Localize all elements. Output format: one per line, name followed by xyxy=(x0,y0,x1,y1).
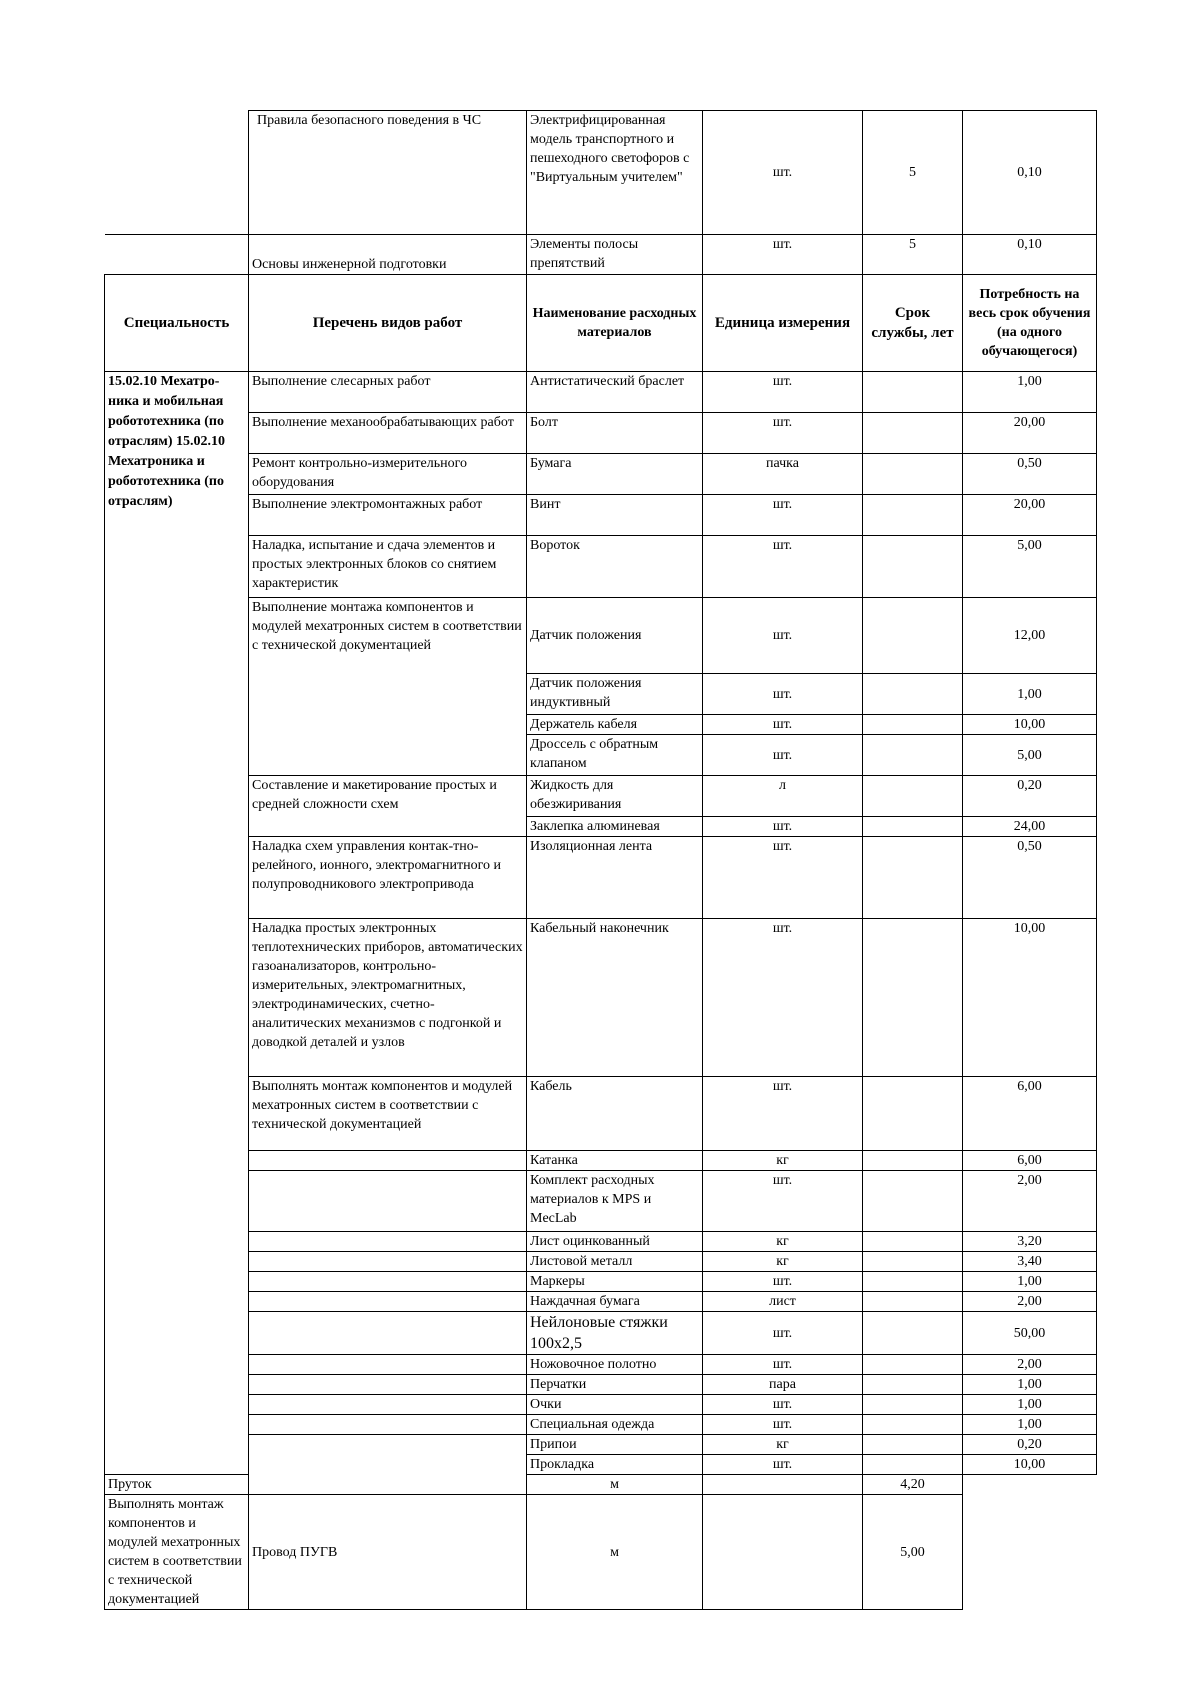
unit-cell: шт. xyxy=(703,495,863,536)
work-cell: Правила безопасного поведения в ЧС xyxy=(249,111,527,235)
work-cell xyxy=(249,1232,527,1252)
material-cell: Ножовочное полотно xyxy=(527,1355,703,1375)
specialty-cell: 15.02.10 Мехатро-ника и мобильная робототехника (по отраслям) 15.02.10 Мехатроника и робототехника (по отраслям) xyxy=(105,372,249,1475)
table-row xyxy=(105,1312,1097,1355)
work-cell: Ремонт контрольно-измерительного оборудования xyxy=(249,454,527,495)
table-row xyxy=(105,454,1097,495)
life-cell: 5 xyxy=(863,111,963,235)
work-cell: Составление и макетирование простых и средней сложности схем xyxy=(249,776,527,837)
need-cell: 24,00 xyxy=(963,817,1097,837)
unit-cell: м xyxy=(527,1475,703,1495)
work-text: Выполнять монтаж компонентов и модулей мехатронных систем в соответствии с технической документацией xyxy=(252,1079,513,1132)
table-row xyxy=(105,1272,1097,1292)
life-cell xyxy=(863,1435,963,1455)
material-cell: Прокладка xyxy=(527,1455,703,1475)
need-cell: 6,00 xyxy=(963,1077,1097,1151)
unit-cell: м xyxy=(527,1495,703,1610)
table-row xyxy=(105,598,1097,674)
need-cell: 20,00 xyxy=(963,495,1097,536)
life-cell xyxy=(863,715,963,735)
table-row xyxy=(105,1495,1097,1610)
life-cell xyxy=(863,536,963,598)
life-cell xyxy=(703,1475,863,1495)
material-cell: Катанка xyxy=(527,1151,703,1171)
need-cell: 3,20 xyxy=(963,1232,1097,1252)
material-cell: Датчик положения индуктивный xyxy=(527,674,703,715)
header-row xyxy=(105,275,1097,372)
need-cell: 1,00 xyxy=(963,1272,1097,1292)
unit-cell: шт. xyxy=(703,598,863,674)
unit-cell: шт. xyxy=(703,837,863,919)
need-cell: 0,50 xyxy=(963,454,1097,495)
life-cell xyxy=(863,413,963,454)
unit-cell: шт. xyxy=(703,235,863,275)
unit-cell: пачка xyxy=(703,454,863,495)
life-cell xyxy=(863,1272,963,1292)
header-works: Перечень видов работ xyxy=(249,275,527,372)
table-row xyxy=(105,1232,1097,1252)
unit-cell: шт. xyxy=(703,919,863,1077)
need-cell: 5,00 xyxy=(863,1495,963,1610)
table-row xyxy=(105,919,1097,1077)
work-cell: Наладка простых электронных теплотехнических приборов, автоматических газоанализаторов, контрольно-измерительных, электромагнитных, электродинамических, счетно-аналитических механизмов с подгонкой и доводкой деталей и узлов xyxy=(249,919,527,1077)
table-row xyxy=(105,1375,1097,1395)
need-cell: 0,20 xyxy=(963,1435,1097,1455)
unit-cell: шт. xyxy=(703,1171,863,1232)
life-cell xyxy=(863,1415,963,1435)
need-cell: 10,00 xyxy=(963,1455,1097,1475)
work-cell xyxy=(249,1375,527,1395)
material-cell: Наждачная бумага xyxy=(527,1292,703,1312)
material-cell: Перчатки xyxy=(527,1375,703,1395)
need-cell: 0,20 xyxy=(963,776,1097,817)
unit-cell: шт. xyxy=(703,536,863,598)
material-cell: Кабель xyxy=(527,1077,703,1151)
work-cell xyxy=(249,1252,527,1272)
need-cell: 1,00 xyxy=(963,674,1097,715)
work-cell xyxy=(249,1312,527,1355)
life-cell xyxy=(863,1077,963,1151)
unit-cell: кг xyxy=(703,1151,863,1171)
life-cell xyxy=(863,837,963,919)
table-row xyxy=(105,536,1097,598)
unit-cell: шт. xyxy=(703,1312,863,1355)
material-cell: Элементы полосы препятствий xyxy=(527,235,703,275)
unit-cell: шт. xyxy=(703,817,863,837)
work-cell: Основы инженерной подготовки xyxy=(249,235,527,275)
empty-cell xyxy=(105,235,249,275)
table-row xyxy=(105,776,1097,817)
life-cell xyxy=(863,776,963,817)
life-cell xyxy=(863,674,963,715)
life-cell xyxy=(863,598,963,674)
need-cell: 10,00 xyxy=(963,919,1097,1077)
unit-cell: шт. xyxy=(703,372,863,413)
life-cell xyxy=(863,1151,963,1171)
need-cell: 6,00 xyxy=(963,1151,1097,1171)
table-row xyxy=(105,1435,1097,1455)
work-cell xyxy=(249,1171,527,1232)
material-cell: Нейлоновые стяжки 100х2,5 xyxy=(527,1312,703,1355)
work-cell xyxy=(249,1395,527,1415)
need-cell: 4,20 xyxy=(863,1475,963,1495)
work-cell: Выполнение механообрабатывающих работ xyxy=(249,413,527,454)
work-cell xyxy=(249,1151,527,1171)
unit-cell: шт. xyxy=(703,1077,863,1151)
need-cell: 50,00 xyxy=(963,1312,1097,1355)
unit-cell: кг xyxy=(703,1232,863,1252)
material-cell: Датчик положения xyxy=(527,598,703,674)
unit-cell: кг xyxy=(703,1435,863,1455)
need-cell: 5,00 xyxy=(963,735,1097,776)
material-cell: Антистатический браслет xyxy=(527,372,703,413)
table-row xyxy=(105,413,1097,454)
table-row xyxy=(105,1395,1097,1415)
unit-cell: шт. xyxy=(703,674,863,715)
unit-cell: шт. xyxy=(703,1395,863,1415)
work-cell xyxy=(249,1292,527,1312)
need-cell: 2,00 xyxy=(963,1292,1097,1312)
header-unit: Единица измерения xyxy=(703,275,863,372)
table-row xyxy=(105,1415,1097,1435)
material-cell: Электрифицированная модель транспортного и пешеходного светофоров с "Виртуальным учителем" xyxy=(527,111,703,235)
life-cell xyxy=(863,817,963,837)
material-cell: Дроссель с обратным клапаном xyxy=(527,735,703,776)
need-cell: 1,00 xyxy=(963,1395,1097,1415)
work-cell xyxy=(249,1355,527,1375)
life-cell xyxy=(863,1292,963,1312)
material-cell: Держатель кабеля xyxy=(527,715,703,735)
material-cell: Специальная одежда xyxy=(527,1415,703,1435)
life-cell xyxy=(863,1232,963,1252)
material-cell: Винт xyxy=(527,495,703,536)
material-cell: Кабельный наконечник xyxy=(527,919,703,1077)
need-cell: 0,10 xyxy=(963,111,1097,235)
life-cell xyxy=(863,919,963,1077)
material-cell: Провод ПУГВ xyxy=(249,1495,527,1610)
life-cell xyxy=(863,1375,963,1395)
need-cell: 3,40 xyxy=(963,1252,1097,1272)
unit-cell: шт. xyxy=(703,1455,863,1475)
material-cell: Вороток xyxy=(527,536,703,598)
need-cell: 2,00 xyxy=(963,1171,1097,1232)
need-cell: 2,00 xyxy=(963,1355,1097,1375)
work-cell xyxy=(249,1077,527,1151)
material-cell: Маркеры xyxy=(527,1272,703,1292)
need-cell: 10,00 xyxy=(963,715,1097,735)
work-cell xyxy=(249,1272,527,1292)
work-cell: Выполнение монтажа компонентов и модулей мехатронных систем в соответствии с технической документацией xyxy=(249,598,527,776)
life-cell xyxy=(863,1355,963,1375)
material-cell: Листовой металл xyxy=(527,1252,703,1272)
material-cell: Лист оцинкованный xyxy=(527,1232,703,1252)
header-material: Наименование расходных материалов xyxy=(527,275,703,372)
material-cell: Припои xyxy=(527,1435,703,1455)
work-cell: Выполнять монтаж компонентов и модулей мехатронных систем в соответствии с технической документацией xyxy=(105,1495,249,1610)
work-cell: Выполнение слесарных работ xyxy=(249,372,527,413)
life-cell: 5 xyxy=(863,235,963,275)
life-cell xyxy=(863,372,963,413)
unit-cell: шт. xyxy=(703,413,863,454)
unit-cell: шт. xyxy=(703,111,863,235)
work-cell: Наладка схем управления контак-тно-релейного, ионного, электромагнитного и полупроводникового электропривода xyxy=(249,837,527,919)
table-row xyxy=(105,235,1097,275)
life-cell xyxy=(863,1395,963,1415)
table-row xyxy=(105,1151,1097,1171)
life-cell xyxy=(703,1495,863,1610)
life-cell xyxy=(863,495,963,536)
header-need: Потребность на весь срок обучения (на одного обучающегося) xyxy=(963,275,1097,372)
need-cell: 12,00 xyxy=(963,598,1097,674)
work-cell: Выполнение электромонтажных работ xyxy=(249,495,527,536)
empty-cell xyxy=(105,111,249,235)
life-cell xyxy=(863,1455,963,1475)
unit-cell: кг xyxy=(703,1252,863,1272)
need-cell: 0,10 xyxy=(963,235,1097,275)
material-cell: Комплект расходных материалов к MPS и MecLab xyxy=(527,1171,703,1232)
unit-cell: лист xyxy=(703,1292,863,1312)
need-cell: 1,00 xyxy=(963,372,1097,413)
material-cell: Очки xyxy=(527,1395,703,1415)
unit-cell: шт. xyxy=(703,1272,863,1292)
unit-cell: пара xyxy=(703,1375,863,1395)
life-cell xyxy=(863,1252,963,1272)
materials-table xyxy=(104,110,1097,1610)
unit-cell: шт. xyxy=(703,1355,863,1375)
work-cell xyxy=(249,1435,527,1495)
need-cell: 1,00 xyxy=(963,1375,1097,1395)
need-cell: 0,50 xyxy=(963,837,1097,919)
table-row xyxy=(105,111,1097,235)
material-cell: Болт xyxy=(527,413,703,454)
need-cell: 20,00 xyxy=(963,413,1097,454)
need-cell: 1,00 xyxy=(963,1415,1097,1435)
table-row xyxy=(105,1355,1097,1375)
header-specialty: Специальность xyxy=(105,275,249,372)
life-cell xyxy=(863,1171,963,1232)
table-row xyxy=(105,1292,1097,1312)
header-life: Срок службы, лет xyxy=(863,275,963,372)
table-row xyxy=(105,372,1097,413)
table-row xyxy=(105,1077,1097,1151)
unit-cell: шт. xyxy=(703,715,863,735)
life-cell xyxy=(863,1312,963,1355)
material-cell: Заклепка алюминевая xyxy=(527,817,703,837)
need-cell: 5,00 xyxy=(963,536,1097,598)
work-cell xyxy=(249,1415,527,1435)
material-cell: Изоляционная лента xyxy=(527,837,703,919)
material-cell: Жидкость для обезжиривания xyxy=(527,776,703,817)
unit-cell: л xyxy=(703,776,863,817)
table-row xyxy=(105,1252,1097,1272)
work-cell: Наладка, испытание и сдача элементов и простых электронных блоков со снятием характеристик xyxy=(249,536,527,598)
table-row xyxy=(105,495,1097,536)
life-cell xyxy=(863,454,963,495)
table-row xyxy=(105,1171,1097,1232)
unit-cell: шт. xyxy=(703,735,863,776)
material-cell: Пруток xyxy=(105,1475,249,1495)
unit-cell: шт. xyxy=(703,1415,863,1435)
life-cell xyxy=(863,735,963,776)
material-cell: Бумага xyxy=(527,454,703,495)
table-row xyxy=(105,837,1097,919)
